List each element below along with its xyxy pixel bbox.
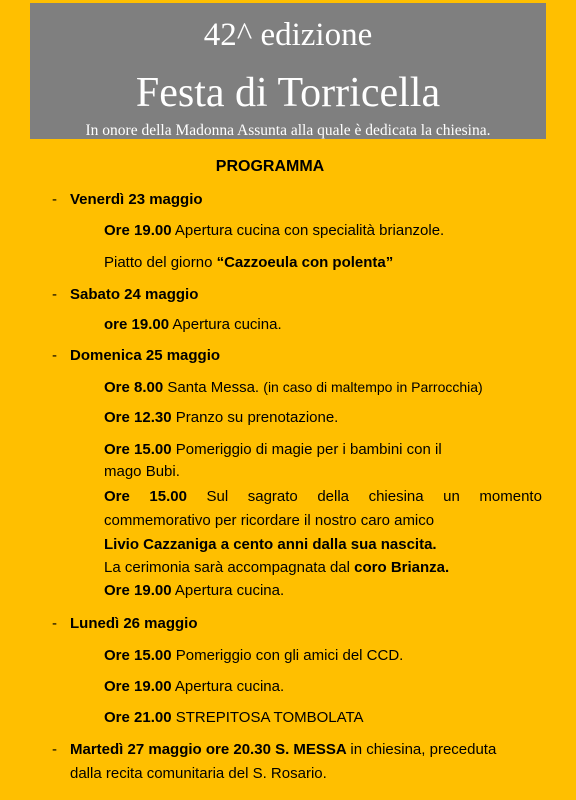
domenica-item-4-name: Livio Cazzaniga a cento anni dalla sua nascita.: [104, 536, 437, 553]
domenica-item-5: [104, 581, 284, 601]
item-text: Pomeriggio con gli amici del CCD.: [175, 647, 404, 664]
word: chiesina: [368, 488, 424, 505]
word: un: [443, 488, 460, 505]
domenica-item-3-cont: mago Bubi.: [104, 463, 180, 480]
domenica-item-4-cont: commemorativo per ricordare il nostro caro amico: [104, 512, 435, 529]
day-sabato: Sabato 24 maggio: [70, 286, 199, 303]
item-text: Apertura cucina con specialità brianzole.: [174, 222, 445, 239]
bullet-dash: -: [52, 615, 57, 632]
item-note: (in caso di maltempo in Parrocchia): [263, 379, 483, 395]
word: momento: [479, 488, 542, 505]
item-text: Pranzo su prenotazione.: [175, 409, 339, 426]
venerdi-item-1: [104, 221, 444, 241]
item-text: Apertura cucina.: [172, 316, 282, 333]
lunedi-item-3: [104, 708, 364, 728]
bullet-dash: -: [52, 741, 57, 758]
item-text: Pomeriggio di magie per i bambini con il: [175, 441, 442, 458]
word: Ore: [104, 488, 130, 505]
time-label: Ore 21.00: [104, 709, 172, 726]
item-text: Santa Messa.: [167, 379, 260, 396]
domenica-item-4: [104, 487, 542, 507]
event-title: Festa di Torricella: [135, 70, 441, 116]
item-text: Apertura cucina.: [174, 582, 285, 599]
sabato-item-1: [104, 315, 282, 335]
day-lunedi: Lunedì 26 maggio: [70, 615, 198, 632]
word: Sul: [206, 488, 229, 505]
domenica-item-2: [104, 408, 338, 428]
choir-name: coro Brianza.: [354, 559, 450, 576]
domenica-item-1: [104, 377, 483, 398]
item-text: STREPITOSA TOMBOLATA: [175, 709, 364, 726]
time-label: Ore 19.00: [104, 678, 172, 695]
time-label: Ore 8.00: [104, 379, 164, 396]
item-text: La cerimonia sarà accompagnata dal: [104, 559, 350, 576]
day-venerdi: Venerdì 23 maggio: [70, 191, 203, 208]
word: 15.00: [149, 488, 187, 505]
bullet-dash: -: [52, 347, 57, 364]
item-text: in chiesina, preceduta: [350, 741, 497, 758]
bullet-dash: -: [52, 286, 57, 303]
time-label: Ore 19.00: [104, 222, 172, 239]
martedi-cont: dalla recita comunitaria del S. Rosario.: [70, 765, 327, 782]
edition-label: 42^ edizione: [203, 17, 373, 53]
event-subtitle: In onore della Madonna Assunta alla quale è dedicata la chiesina.: [85, 122, 491, 139]
bullet-dash: -: [52, 191, 57, 208]
word: sagrato: [247, 488, 298, 505]
domenica-item-3: [104, 440, 442, 460]
lunedi-item-1: [104, 646, 403, 666]
day-label: Martedì 27 maggio ore 20.30 S. MESSA: [70, 741, 347, 758]
time-label: Ore 15.00: [104, 441, 172, 458]
word: della: [317, 488, 350, 505]
header-banner: [30, 3, 546, 139]
venerdi-item-2: [104, 253, 393, 273]
lunedi-item-2: [104, 677, 284, 697]
item-text: Piatto del giorno: [104, 254, 213, 271]
domenica-item-4-choir: [104, 558, 449, 578]
day-martedi: [70, 740, 496, 760]
time-label: Ore 15.00: [104, 647, 172, 664]
time-label: Ore 19.00: [104, 582, 172, 599]
item-text: Apertura cucina.: [174, 678, 285, 695]
time-label: ore 19.00: [104, 316, 170, 333]
dish-name: “Cazzoeula con polenta”: [216, 254, 394, 271]
time-label: Ore 12.30: [104, 409, 172, 426]
programma-heading: PROGRAMMA: [215, 158, 325, 175]
day-domenica: Domenica 25 maggio: [70, 347, 221, 364]
